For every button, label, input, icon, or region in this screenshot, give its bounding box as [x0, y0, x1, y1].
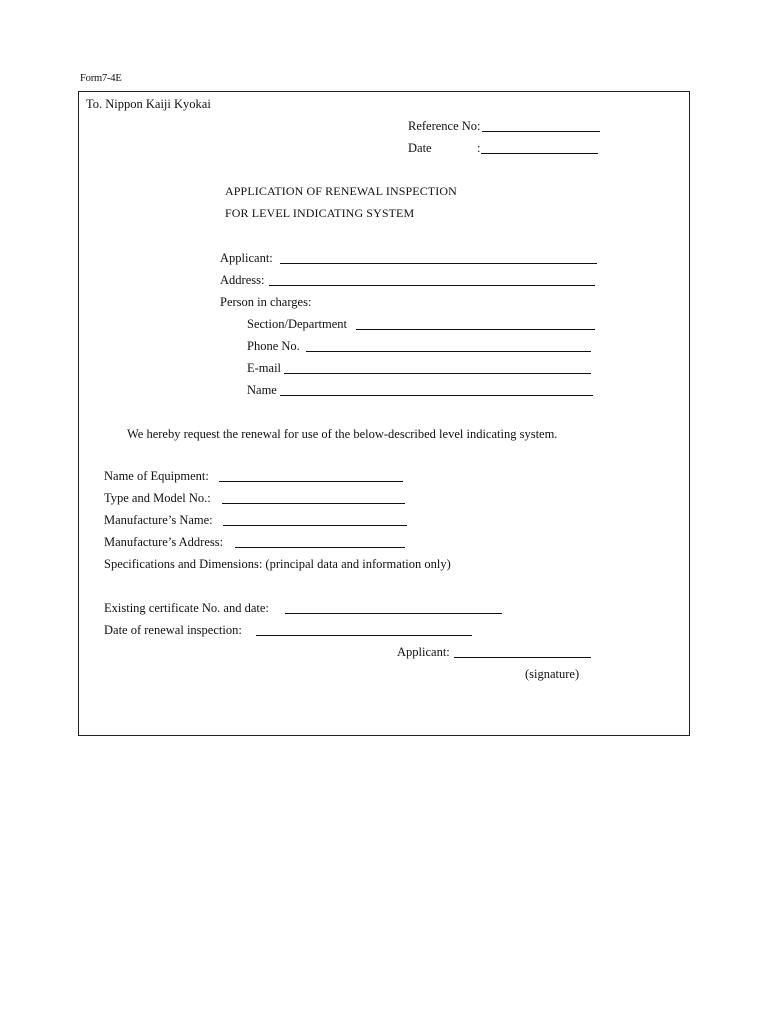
renewal-date-field[interactable] — [256, 635, 472, 636]
certificate-field[interactable] — [285, 613, 502, 614]
renewal-date-label: Date of renewal inspection: — [104, 623, 242, 637]
manufacturer-name-field[interactable] — [223, 525, 407, 526]
type-model-label: Type and Model No.: — [104, 491, 211, 505]
signature-field[interactable] — [454, 657, 591, 658]
form-frame — [78, 91, 690, 736]
equipment-name-field[interactable] — [219, 481, 403, 482]
email-field[interactable] — [284, 373, 591, 374]
manufacturer-address-label: Manufacture’s Address: — [104, 535, 224, 549]
date-field[interactable] — [481, 153, 598, 154]
name-field[interactable] — [280, 395, 593, 396]
reference-label: Reference No: — [408, 119, 481, 133]
address-label: Address: — [220, 273, 265, 287]
applicant-label: Applicant: — [220, 251, 273, 265]
request-statement: We hereby request the renewal for use of the below-described level indicating system. — [127, 427, 558, 441]
form-title-line-2: FOR LEVEL INDICATING SYSTEM — [225, 206, 415, 220]
person-in-charge-label: Person in charges: — [220, 295, 312, 309]
name-label: Name — [247, 383, 277, 397]
reference-field[interactable] — [482, 131, 600, 132]
email-label: E-mail — [247, 361, 282, 375]
address-field[interactable] — [269, 285, 595, 286]
signature-note: (signature) — [525, 667, 580, 681]
phone-label: Phone No. — [247, 339, 300, 353]
manufacturer-name-label: Manufacture’s Name: — [104, 513, 213, 527]
section-field[interactable] — [356, 329, 595, 330]
date-label: Date — [408, 141, 432, 155]
equipment-name-label: Name of Equipment: — [104, 469, 209, 483]
applicant-field[interactable] — [280, 263, 597, 264]
specifications-label: Specifications and Dimensions: (principal data and information only) — [104, 557, 451, 571]
date-colon: : — [477, 141, 481, 155]
form-id: Form7-4E — [80, 73, 122, 84]
manufacturer-address-field[interactable] — [235, 547, 405, 548]
signature-applicant-label: Applicant: — [397, 645, 450, 659]
form-title-line-1: APPLICATION OF RENEWAL INSPECTION — [225, 184, 457, 198]
addressee: To. Nippon Kaiji Kyokai — [86, 97, 211, 111]
phone-field[interactable] — [306, 351, 591, 352]
certificate-label: Existing certificate No. and date: — [104, 601, 269, 615]
type-model-field[interactable] — [222, 503, 405, 504]
section-label: Section/Department — [247, 317, 347, 331]
